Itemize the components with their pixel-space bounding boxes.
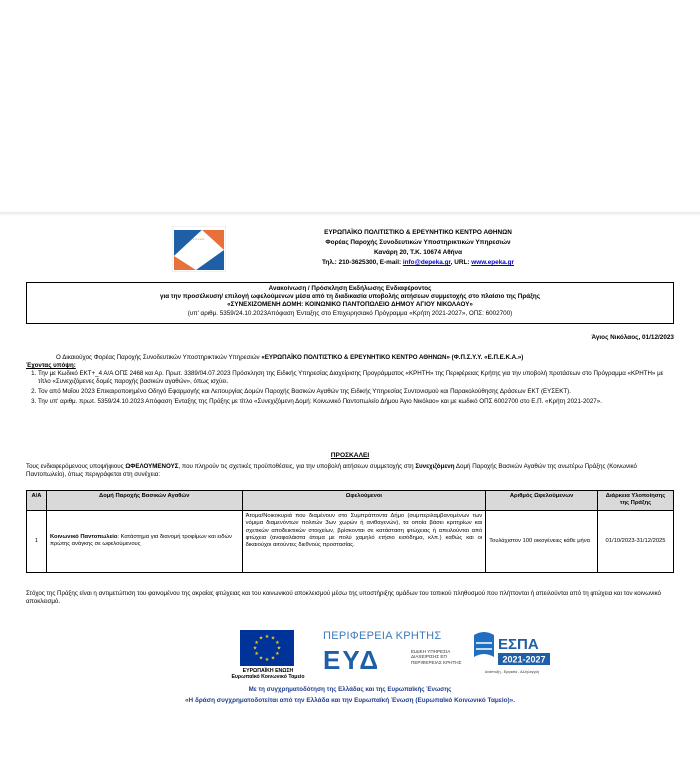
col-header-structure: Δομή Παροχής Βασικών Αγαθών <box>46 491 242 511</box>
list-item: 3. Την υπ' αριθμ. πρωτ. 5359/24.10.2023 Απόφαση Ένταξης της Πράξης με τίτλο «Συνεχιζόμενη Δομή: Κοινωνικό Παντοπωλείο Δήμου Άγιο Νικόλαο» και με κωδικό ΟΠΣ 6002700 στο Ε.Π. «Κρήτη 2021-2027». <box>38 398 674 406</box>
call-text-a: Τους ενδιαφερόμενους υποψήφιους <box>26 463 126 470</box>
svg-text:★: ★ <box>270 655 276 662</box>
col-header-beneficiaries: Ωφελούμενοι <box>242 491 486 511</box>
notice-box <box>26 282 674 324</box>
goal-paragraph: Στόχος της Πράξης είναι η αντιμετώπιση του φαινομένου της ακραίας φτώχειας και του κοινωνικού αποκλεισμού μέσω της υποστήριξης ομάδων του τοπικού πληθυσμού που πλήττονται ή απειλούνται από τη φτώχεια και τον κοινωνικό αποκλεισμό. <box>26 590 661 606</box>
cell-duration: 01/10/2023-31/12/2025 <box>598 510 674 572</box>
espa-tagline: Ανάπτυξη - Εργασία - Αλληλεγγύη <box>484 670 540 674</box>
top-blank-area <box>0 0 700 210</box>
footer-cofunding: Με τη συγχρηματοδότηση της Ελλάδας και της Ευρωπαϊκής Ένωσης <box>248 686 452 693</box>
intro-prefix: Ο Δικαιούχος Φορέας Παροχής Συνοδευτικών Υποστηρικτικών Υπηρεσιών <box>56 354 262 361</box>
svg-text:★: ★ <box>276 645 282 652</box>
funding-logos <box>0 625 700 687</box>
espa-title: ΕΣΠΑ <box>498 636 539 653</box>
call-text <box>26 463 674 479</box>
svg-text:★: ★ <box>254 639 259 646</box>
region-title: ΠΕΡΙΦΕΡΕΙΑ ΚΡΗΤΗΣ <box>323 630 442 642</box>
footer-statement: «Η δράση συγχρηματοδοτείται από την Ελλάδα και την Ευρωπαϊκή Ένωση (Ευρωπαϊκό Κοινωνικό Ταμείο)». <box>185 697 515 704</box>
considering-list <box>26 370 674 406</box>
org-description: Φορέας Παροχής Συνοδευτικών Υποστηρικτικών Υπηρεσιών <box>325 239 511 246</box>
cell-structure <box>46 510 242 572</box>
website-link[interactable]: www.epeka.gr <box>471 259 514 266</box>
org-contact <box>258 258 578 268</box>
svg-text:★: ★ <box>264 634 270 640</box>
svg-text:★: ★ <box>264 657 270 663</box>
notice-title: Ανακοίνωση / Πρόσκληση Εκδήλωσης Ενδιαφέροντος <box>268 285 432 292</box>
structure-name: Κοινωνικό Παντοπωλείο <box>49 533 118 540</box>
svg-text:★: ★ <box>275 639 280 646</box>
notice-decision: (υπ' αριθμ. 5359/24.10.2023Απόφαση Ένταξης στο Επιχειρησιακό Πρόγραμμα «Κρήτη 2021-2027», ΟΠΣ: 6002700) <box>187 309 513 317</box>
contact-prefix: Τηλ.: 210-3625300, E-mail: <box>322 259 403 266</box>
svg-text:★: ★ <box>270 635 276 642</box>
letterhead <box>172 226 572 276</box>
svg-text:★: ★ <box>252 645 258 652</box>
org-name: ΕΥΡΩΠΑΪΚΟ ΠΟΛΙΤΙΣΤΙΚΟ & ΕΡΕΥΝΗΤΙΚΟ ΚΕΝΤΡΟ ΑΘΗΝΩΝ <box>324 229 512 236</box>
url-prefix: , URL: <box>450 259 472 266</box>
svg-text:★: ★ <box>254 651 259 658</box>
cell-aa: 1 <box>27 510 47 572</box>
call-title: ΠΡΟΣΚΑΛΕΙ <box>330 452 370 459</box>
page-divider <box>0 212 700 216</box>
svg-text:ε.π.ε.κ.α.: ε.π.ε.κ.α. <box>192 237 206 241</box>
beneficiaries-table <box>26 490 674 573</box>
eya-sub-1: ΕΙΔΙΚΗ ΥΠΗΡΕΣΙΑ <box>411 649 451 654</box>
eya-sub-3: ΠΕΡΙΦΕΡΕΙΑΣ ΚΡΗΤΗΣ <box>411 659 462 665</box>
svg-text:★: ★ <box>258 635 264 642</box>
svg-text:★: ★ <box>275 651 280 658</box>
eu-caption-line1: ΕΥΡΩΠΑΪΚΗ ΕΝΩΣΗ <box>242 668 294 674</box>
eya-logo: ΕΥΔ <box>323 645 381 675</box>
eu-flag-icon <box>240 630 294 666</box>
call-text-d: Συνεχιζόμενη <box>415 463 455 470</box>
svg-text:★: ★ <box>258 655 264 662</box>
table-row <box>27 510 674 572</box>
intro-section <box>26 354 674 408</box>
notice-purpose: για την προσέλκυση/ επιλογή ωφελούμενων μέσα από τη διαδικασία υποβολής αιτήσεων συμμετοχής στο πλαίσιο της Πράξης <box>159 293 541 301</box>
table-header-row <box>27 491 674 511</box>
cell-beneficiaries: Άτομα/Νοικοκυριά που διαμένουν στο Συμπράττοντα Δήμο (συμπεριλαμβανομένων των νόμιμα διαμενόντων πολιτών 3ων χωρών ή ανιθαγενών), τα οποία βάσει κριτηρίων και σχετικών αποδεικτικών στοιχείων, βρίσκονται σε κατάσταση φτώχειας ή απειλούνται από φτώχεια (αναφαλάιστα άτομα με πολύ χαμηλό ετήσιο εισόδημα, κλπ.) καθώς και οι δικαιούχοι αιτούντες διεθνούς προστασίας. <box>242 510 486 572</box>
call-text-e: Δομή Παροχής Βασικών Αγαθών της ανωτέρω Πράξης (Κοινωνικό Παντοπωλείο), όπως περιγράφεται στη συνέχεια: <box>26 463 637 479</box>
intro-paragraph <box>26 354 674 362</box>
espa-years: 2021-2027 <box>502 654 546 665</box>
intro-org: «ΕΥΡΩΠΑΪΚΟ ΠΟΛΙΤΙΣΤΙΚΟ & ΕΡΕΥΝΗΤΙΚΟ ΚΕΝΤΡΟ ΑΘΗΝΩΝ» (Φ.Π.Σ.Υ.Υ. «Ε.Π.Ε.Κ.Α.») <box>261 354 524 361</box>
col-header-aa: Α/Α <box>27 491 47 511</box>
call-text-c: , που πληρούν τις σχετικές προϋποθέσεις, για την υποβολή αιτήσεων συμμετοχής στη <box>178 463 416 470</box>
eu-caption <box>220 668 316 681</box>
eu-caption-line2: Ευρωπαϊκό Κοινωνικό Ταμείο <box>231 674 305 681</box>
org-address: Κανάρη 20, Τ.Κ. 10674 Αθήνα <box>373 249 463 256</box>
email-link[interactable]: info@depeka.gr <box>402 259 451 266</box>
structure-desc: : Κατάστημα για διανομή τροφίμων και ειδών πρώτης ανάγκης σε ωφελούμενους <box>49 533 232 548</box>
call-text-b: ΩΦΕΛΟΥΜΕΝΟΥΣ <box>125 463 179 470</box>
notice-project: «ΣΥΝΕΧΙΖΟΜΕΝΗ ΔΟΜΗ: ΚΟΙΝΩΝΙΚΟ ΠΑΝΤΟΠΩΛΕΙΟ ΔΗΜΟΥ ΑΓΙΟΥ ΝΙΚΟΛΑΟΥ» <box>227 301 473 309</box>
col-header-count: Αριθμός Ωφελούμενων <box>486 491 598 511</box>
espa-logo-icon <box>470 627 552 679</box>
cell-count: Τουλάχιστον 100 οικογένειες κάθε μήνα <box>486 510 598 572</box>
list-item: 2. Τον από Μαΐου 2023 Επικαιροποιημένο Οδηγό Εφαρμογής και Λειτουργίας Δομών Παροχής Βασικών Αγαθών της Ειδικής Υπηρεσίας Συντονισμού και Παρακολούθησης Δράσεων ΕΚΤ (ΕΥΣΕΚΤ). <box>38 388 674 396</box>
list-item: 1. Την με Κωδικό ΕΚΤ+_4 Α/Α ΟΠΣ 2468 και Αρ. Πρωτ. 3389/04.07.2023 Πρόσκληση της Ειδικής Υπηρεσίας Διαχείρισης Προγράμματος «ΚΡΗΤΗ» της Περιφέρειας Κρήτης για την υποβολή προτάσεων στο Πρόγραμμα «ΚΡΗΤΗ» με τίτλο «Συνεχιζόμενες δομές παροχής βασικών αγαθών», όπως ισχύει. <box>38 370 674 386</box>
eya-sub-2: ΔΙΑΧΕΙΡΙΣΗΣ ΕΠ <box>411 654 447 660</box>
considering-heading: Έχοντας υπόψη: <box>26 362 76 369</box>
org-info <box>258 228 578 268</box>
document-date: Άγιος Νικόλαος, 01/12/2023 <box>591 334 674 341</box>
epeka-logo-icon <box>172 226 226 272</box>
eya-subtitle <box>411 649 461 665</box>
col-header-duration: Διάρκεια Υλοποίησης της Πράξης <box>598 491 674 511</box>
